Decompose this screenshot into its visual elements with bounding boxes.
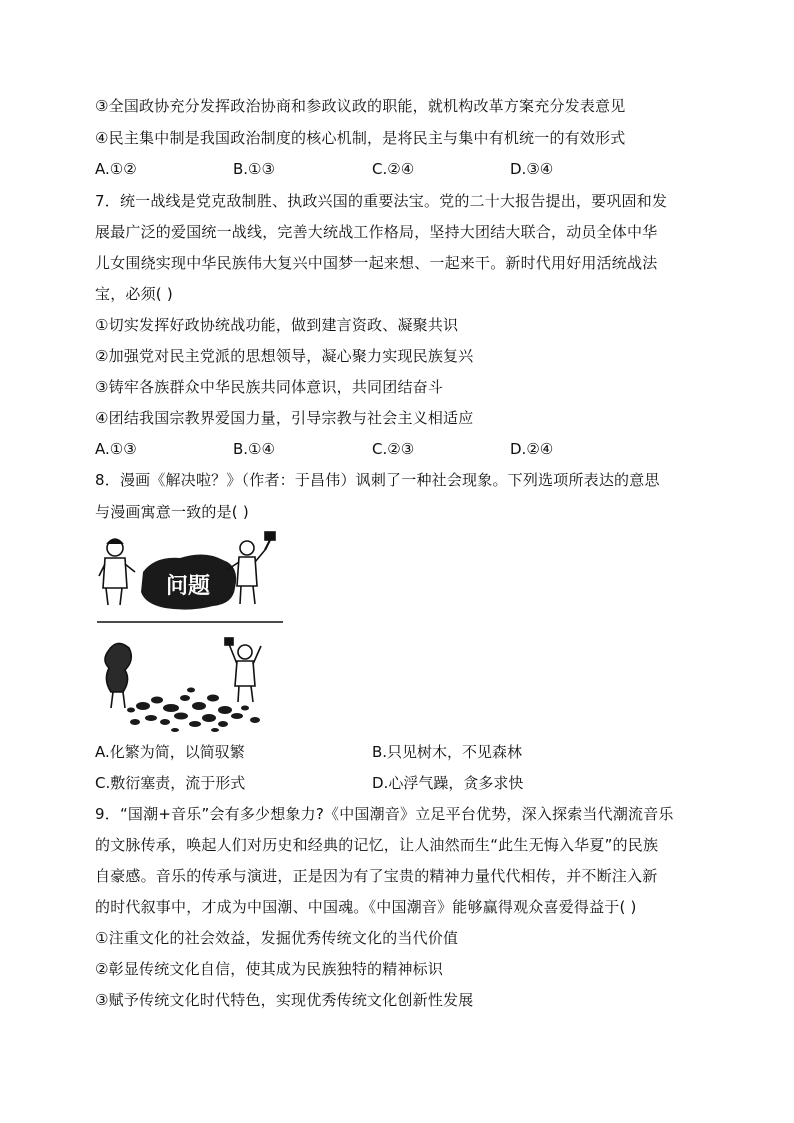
right-figure-bottom (225, 638, 261, 702)
q7-option-d[interactable]: D.②④ (510, 440, 554, 458)
q9-stem-line-3: 自豪感。音乐的传承与演进，正是因为有了宝贵的精神力量代代相传，并不断注入新 (95, 867, 658, 885)
q7-option-a[interactable]: A.①③ (95, 440, 137, 458)
rubble (127, 688, 260, 733)
q7-option-c[interactable]: C.②③ (372, 440, 415, 458)
q9-statement-2: ②彰显传统文化自信，使其成为民族独特的精神标识 (95, 960, 444, 978)
q9-stem-line-4: 的时代叙事中，才成为中国潮、中国魂。《中国潮音》能够赢得观众喜爱得益于( ) (95, 898, 637, 916)
q7-stem-line-4: 宝，必须( ) (95, 285, 173, 303)
q7-stem-line-2: 展最广泛的爱国统一战线，完善大统战工作格局，坚持大团结大联合，动员全体中华 (95, 223, 658, 241)
q6-statement-3: ③全国政协充分发挥政治协商和参政议政的职能，就机构改革方案充分发表意见 (95, 97, 626, 115)
q7-stem-line-3: 儿女围绕实现中华民族伟大复兴中国梦一起来想、一起来干。新时代用好用活统战法 (95, 254, 658, 272)
q8-option-d[interactable]: D.心浮气躁，贪多求快 (372, 774, 524, 792)
problem-word: 问题 (165, 574, 211, 599)
q6-option-c[interactable]: C.②④ (372, 160, 415, 178)
q7-statement-4: ④团结我国宗教界爱国力量，引导宗教与社会主义相适应 (95, 409, 474, 427)
q7-statement-3: ③铸牢各族群众中华民族共同体意识，共同团结奋斗 (95, 378, 444, 396)
cartoon-drawing (95, 530, 295, 735)
q8-option-b[interactable]: B.只见树木，不见森林 (372, 743, 523, 761)
q8-stem-line-2: 与漫画寓意一致的是( ) (95, 503, 249, 521)
q8-option-a[interactable]: A.化繁为简，以简驭繁 (95, 743, 245, 761)
left-figure-top (99, 539, 135, 605)
cartoon-image (95, 530, 295, 735)
left-figure-bottom (105, 643, 131, 708)
q9-stem-line-2: 的文脉传承，唤起人们对历史和经典的记忆，让人油然而生“此生无悔入华夏”的民族 (95, 836, 659, 854)
q7-stem-line-1: 7．统一战线是党克敌制胜、执政兴国的重要法宝。党的二十大报告提出，要巩固和发 (95, 192, 668, 210)
q6-option-d[interactable]: D.③④ (510, 160, 554, 178)
q7-option-b[interactable]: B.①④ (233, 440, 275, 458)
q7-statement-2: ②加强党对民主党派的思想领导，凝心聚力实现民族复兴 (95, 347, 474, 365)
q8-stem-line-1: 8．漫画《解决啦？》（作者：于昌伟）讽刺了一种社会现象。下列选项所表达的意思 (95, 471, 660, 489)
q7-statement-1: ①切实发挥好政协统战功能，做到建言资政、凝聚共识 (95, 316, 459, 334)
q6-option-a[interactable]: A.①② (95, 160, 137, 178)
q9-statement-1: ①注重文化的社会效益，发掘优秀传统文化的当代价值 (95, 929, 459, 947)
right-figure-top (227, 532, 275, 604)
q8-option-c[interactable]: C.敷衍塞责，流于形式 (95, 774, 246, 792)
q9-statement-3: ③赋予传统文化时代特色，实现优秀传统文化创新性发展 (95, 991, 474, 1009)
q9-stem-line-1: 9．“国潮+音乐”会有多少想象力?《中国潮音》立足平台优势，深入探索当代潮流音乐 (95, 805, 674, 823)
q6-statement-4: ④民主集中制是我国政治制度的核心机制，是将民主与集中有机统一的有效形式 (95, 129, 626, 147)
q6-option-b[interactable]: B.①③ (233, 160, 275, 178)
